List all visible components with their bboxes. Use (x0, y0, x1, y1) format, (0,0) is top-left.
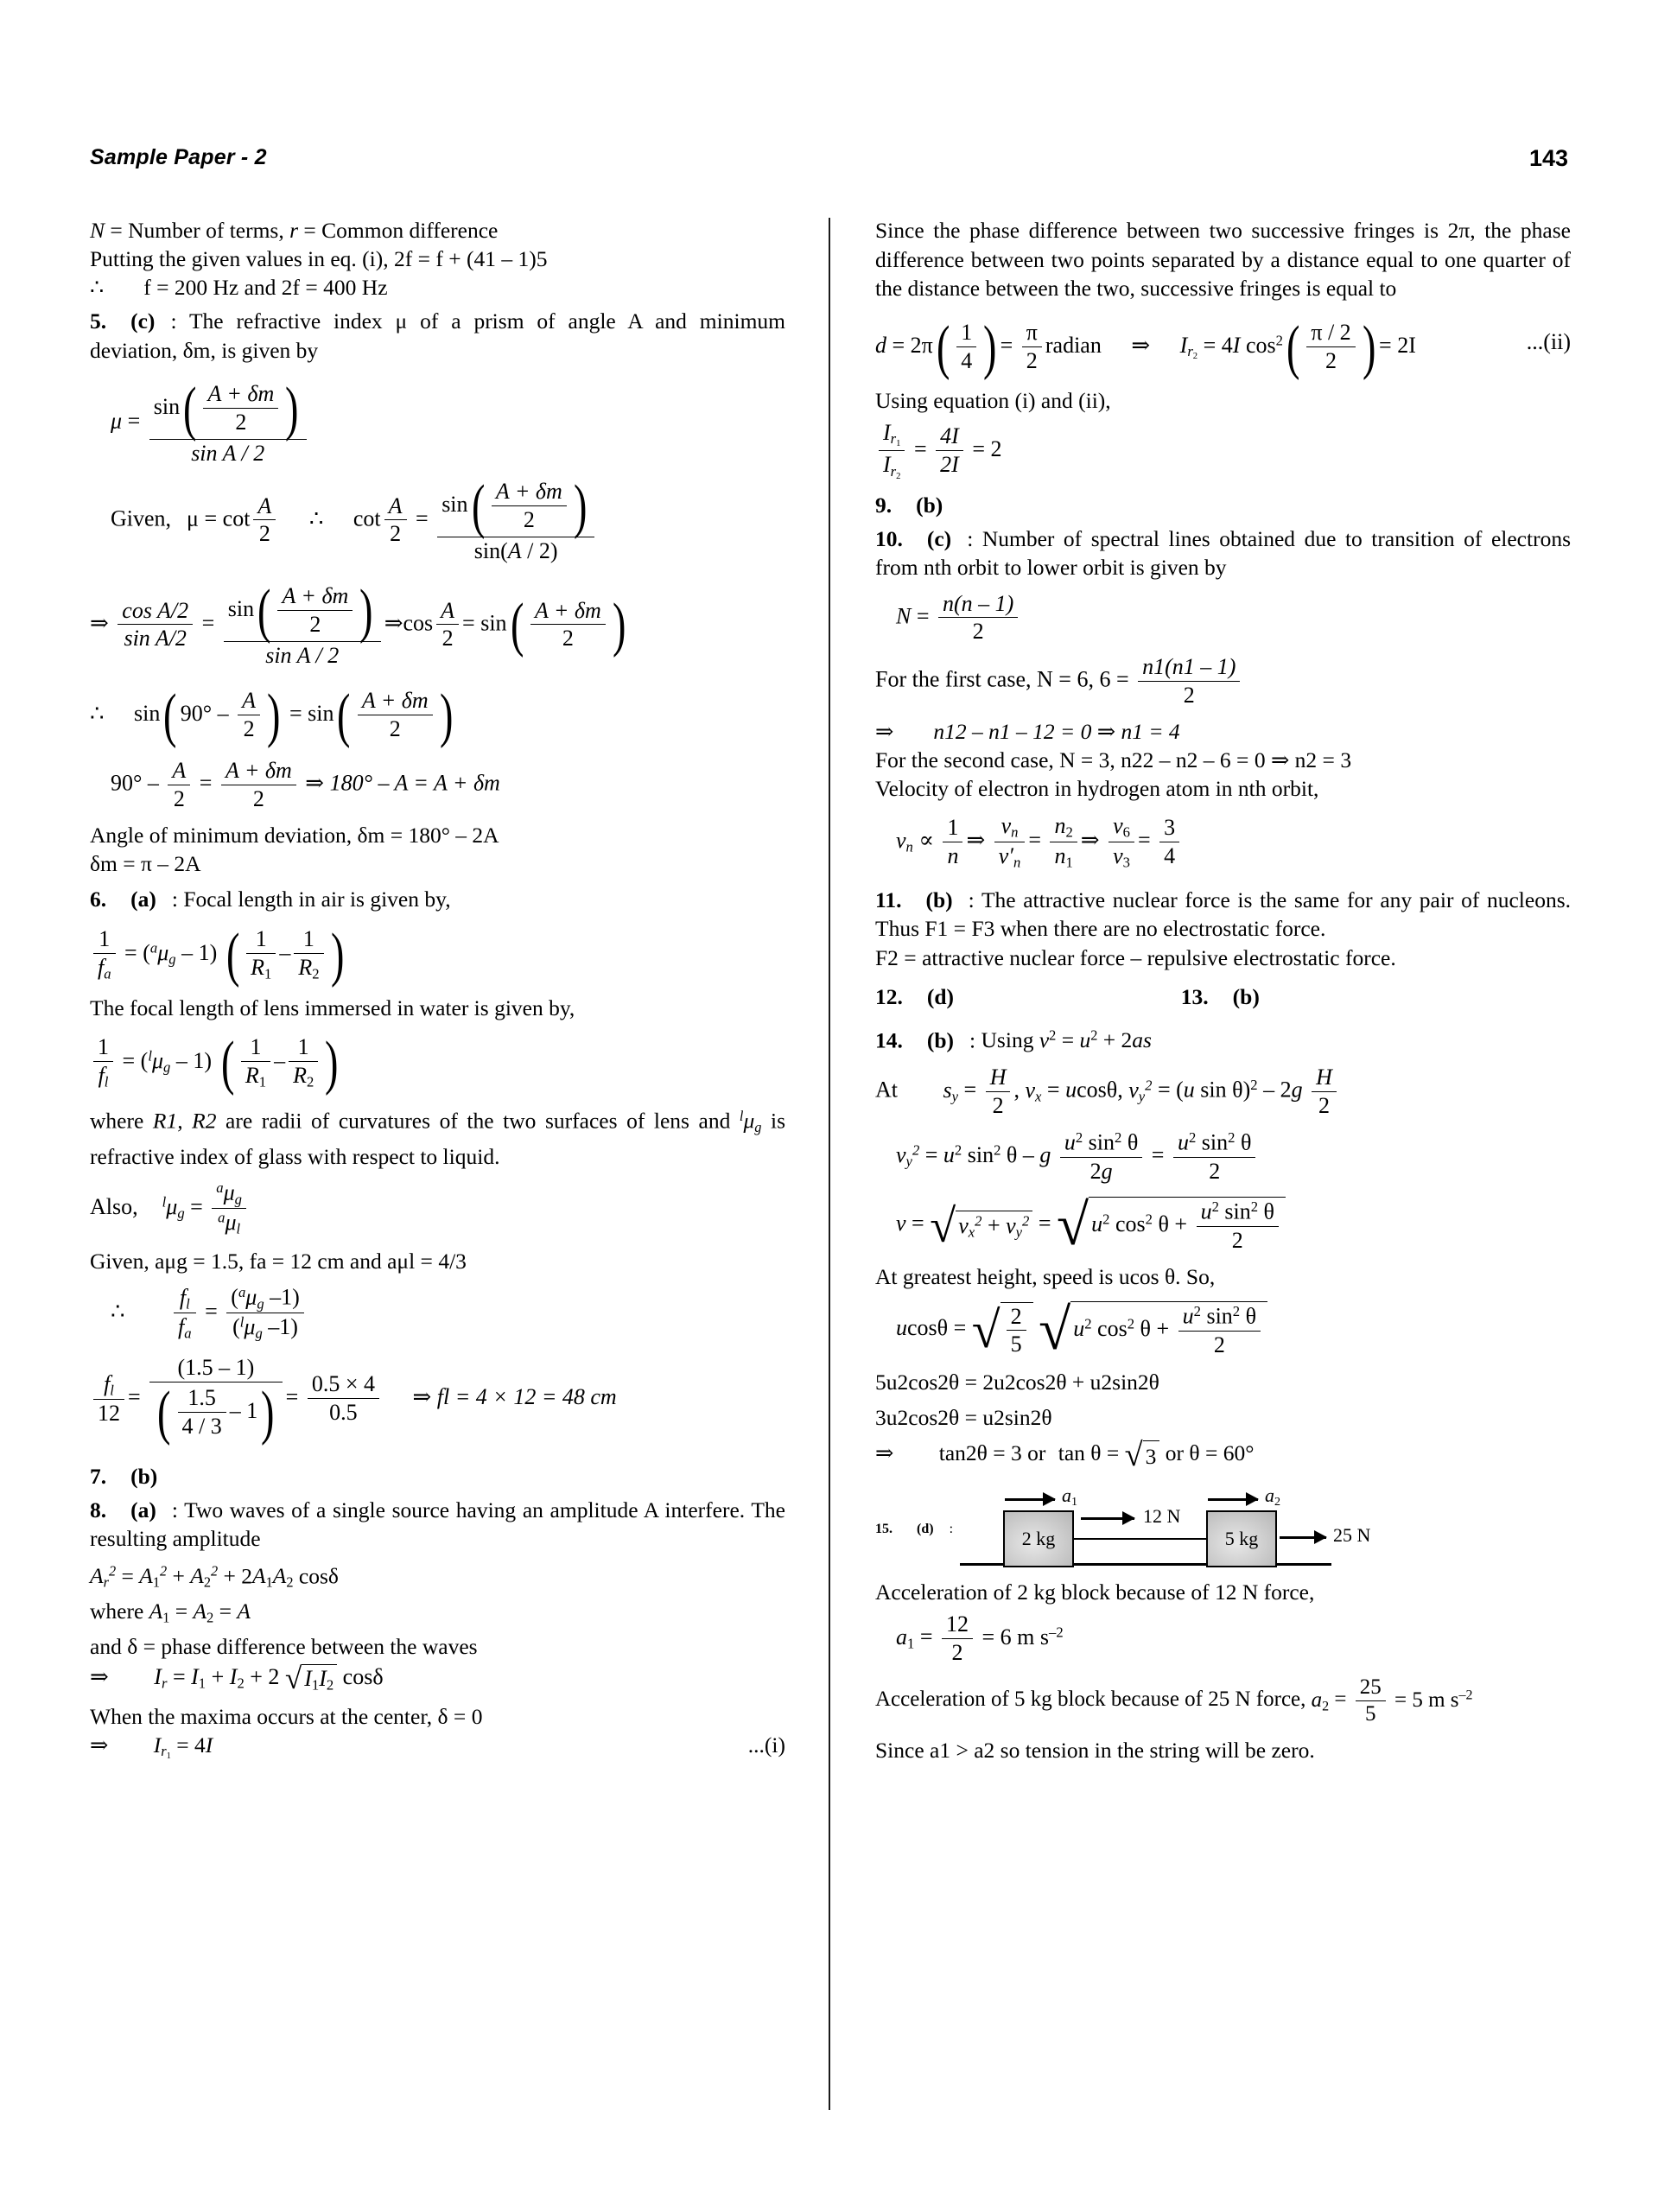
q15-answer: (d) (917, 1521, 934, 1536)
accel-text-2: Acceleration of 5 kg block because of 25 N force, (875, 1688, 1312, 1712)
q5-step-1: ⇒ $\frac{\text{cos A/2}}{\text{sin A/2}}$ = sin( $\frac{A + \delta m}{2}$ ) sin A / 2 ⇒cos $\frac{A}{2}$ = sin( $\frac{A + \delta m}{2}$ ) (90, 576, 626, 669)
intro-text-b: = Common difference (298, 218, 499, 243)
paper-title: Sample Paper - 2 (90, 145, 267, 169)
q5-therefore-2: ∴ (90, 700, 105, 726)
N-num: n(n – 1) (943, 590, 1014, 616)
pi-num: π (1026, 319, 1038, 345)
page-number: 143 (1528, 145, 1568, 171)
block-force-diagram (960, 1484, 1371, 1573)
intro-line-1 (90, 216, 785, 245)
eq-d-implies: ⇒ (1131, 332, 1151, 358)
q5-mu-denominator: sin A / 2 (149, 439, 307, 467)
q5-delta-line: δm = π – 2A (90, 851, 201, 877)
eq-2I: = 2I (1379, 332, 1416, 358)
at-label: At (875, 1077, 898, 1103)
q6-minus1: – 1 (229, 1397, 258, 1423)
q6-where-radii: R1, R2 (152, 1108, 217, 1134)
q5-last-den: 2 (530, 624, 606, 652)
question-5 (90, 307, 785, 365)
question-6 (90, 885, 785, 914)
question-10 (875, 524, 1571, 582)
connecting-string (1074, 1538, 1206, 1540)
q5-sin2: sin (441, 492, 468, 517)
intro-line-3 (90, 273, 785, 302)
q14-implies: ⇒ (875, 1440, 894, 1465)
q5-step-2: ∴ sin( 90° – $\frac{A}{2}$ ) = sin( $\frac{A + \delta m}{2}$ ) (90, 681, 454, 749)
q14-ucos-line: ucosθ = √ $\frac{2}{5}$ √ $u^2$ $\cos^2 \theta$ + $\frac{u^2 \sin^2 \theta}{2}$ (896, 1301, 1571, 1358)
H-den: 2 (986, 1091, 1011, 1120)
intro-text-a: = Number of terms, (105, 218, 290, 243)
q5-rhs-num: A + δm (495, 479, 562, 505)
right-intro-paragraph: Since the phase difference between two successive fringes is 2π, the phase difference between two points separated by a distance equal to one quarter of the distance between the two, successive fringes is equal to (875, 218, 1571, 301)
q15-a1-eq: $a_1$ = $\frac{12}{2}$ = 6 m $s^{-2}$ (896, 1611, 1064, 1665)
q5-90deg-2: 90° (111, 770, 143, 796)
q15-accel-text-2: Acceleration of 5 kg block because of 25 N force, $a_2$ = $\frac{25}{5}$ = 5 m $s^{-2}$ (875, 1675, 1571, 1727)
q5-mu-numerator: sin( $\frac{A + \delta m}{2}$ ) (153, 375, 299, 442)
block-5kg (1206, 1510, 1277, 1567)
right-column (875, 216, 1571, 2126)
q8-eq-ref: ...(i) (747, 1732, 785, 1758)
q11-text: The attractive nuclear force is the same for any pair of nucleons. Thus F1 = F3 when there are no electrostatic force. (875, 887, 1571, 942)
q10-colon: : (967, 525, 974, 551)
ratio-den: 2I (940, 451, 959, 477)
q5-inner-den: 2 (203, 408, 278, 436)
q14-step3a: tan2θ = 3 or (938, 1440, 1046, 1465)
q5-angle-line: Angle of minimum deviation, δm = 180° – 2A (90, 823, 499, 849)
q6-den2: 0.5 (308, 1398, 379, 1427)
using-equations-line: Using equation (i) and (ii), (875, 387, 1111, 413)
q5-cot-rhs: sin( $\frac{A + \delta m}{2}$ ) sin(A / 2) (437, 476, 594, 565)
inner-pi-den: 2 (1306, 346, 1355, 375)
q5-mu-symbol: μ (111, 408, 123, 434)
q8-text: Two waves of a single source having an amplitude A interfere. The resulting amplitude (90, 1497, 785, 1552)
a2-den: 5 (1356, 1700, 1386, 1728)
q5-implies-1: ⇒ (90, 610, 109, 636)
block-5kg-label: 5 kg (1224, 1527, 1259, 1549)
q5-given-2: 2 (253, 519, 276, 548)
two-column-body (90, 216, 1571, 2126)
q6-colon: : (171, 887, 178, 912)
intro-line-2: Putting the given values in eq. (i), 2f = f + (41 – 1)5 (90, 246, 548, 271)
ratio-num: 4I (940, 423, 959, 448)
q10-first-case (875, 654, 1571, 709)
q11-line2: F2 = attractive nuclear force – repulsive electrostatic force. (875, 944, 1396, 970)
q5-rhs2-den2: sin A / 2 (224, 641, 381, 670)
q14-text: Using $v^2 = u^2 + 2as$ (981, 1027, 1152, 1053)
q5-cot-label: cot (353, 505, 381, 531)
a1-result: = 6 m $s^{-2}$ (981, 1623, 1064, 1649)
q15-tension-line: Since a1 > a2 so tension in the string will be zero. (875, 1738, 1315, 1764)
page-header (90, 145, 1568, 180)
q5-sin-half: sin A/2 (118, 624, 193, 652)
q5-s2-num: A + δm (361, 688, 429, 714)
left-column (90, 216, 785, 2126)
q6-number: 6. (90, 887, 107, 912)
pi-den: 2 (1022, 346, 1042, 375)
q12-answer: (d) (926, 983, 955, 1009)
d-symbol: d (875, 332, 886, 358)
q6-text: Focal length in air is given by, (183, 887, 451, 912)
q6-inner-den: 4 / 3 (178, 1412, 226, 1440)
q5-cot-2: 2 (384, 519, 407, 548)
q5-given-A: A (257, 493, 272, 518)
q6-given-values: aμg = 1.5, fa = 12 cm and aμl = 4/3 (155, 1249, 467, 1274)
q12-number: 12. (875, 983, 903, 1009)
q6-given-line (90, 1247, 785, 1275)
q8-where-line: where $A_1 = A_2 = A$ (90, 1598, 251, 1626)
q6-where-c: are radii of curvatures of the two surfaces of lens and (216, 1108, 740, 1134)
a1-num: 12 (945, 1611, 969, 1637)
radian-label: radian (1045, 332, 1102, 358)
block-2kg-label: 2 kg (1021, 1527, 1056, 1549)
intro-freq-values: f = 200 Hz and 2f = 400 Hz (143, 275, 388, 300)
q6-num2: 0.5 × 4 (311, 1371, 375, 1397)
q14-number: 14. (875, 1027, 903, 1053)
q5-mu-fraction (149, 375, 307, 467)
q5-cot-A: A (388, 493, 403, 518)
inner-pi-num: π / 2 (1311, 319, 1351, 345)
q5-s32: 2 (168, 785, 190, 813)
q6-num1: (1.5 – 1) (177, 1355, 255, 1381)
intensity-ratio-eq: $\frac{I_{r_1}}{I_{r_2}}$ = $\frac{4I}{2I}$ = 2 (875, 420, 1571, 482)
q5-sin-label: sin (153, 394, 181, 420)
q8-amplitude-eq: $A_r^2 = A_1^2 + A_2^2 + 2A_1A_2$ cosδ (90, 1562, 339, 1591)
q5-given-mu: μ = cot (187, 505, 251, 531)
q6-final-computation: $\frac{f_l}{12}$ = (1.5 – 1) ( $\frac{1.5}{4 / 3}$ – 1) = $\frac{0.5 \times 4}{0.5}$ ⇒ fl = 4 × 12 = 48 cm (90, 1355, 785, 1443)
q14-answer: (b) (926, 1027, 955, 1053)
q10-quadratic-1 (875, 717, 1571, 746)
H-num2: H (1316, 1065, 1332, 1090)
root-den: 5 (1007, 1330, 1026, 1358)
question-11 (875, 886, 1571, 944)
q5-therefore: ∴ (308, 505, 324, 531)
q6-result: ⇒ fl = 4 × 12 = 48 cm (412, 1383, 617, 1409)
column-divider (829, 218, 830, 2110)
q5-sin5: sin (134, 700, 161, 726)
q11-number: 11. (875, 887, 902, 912)
q14-greatest-height: At greatest height, speed is ucos θ. So, (875, 1264, 1216, 1290)
q10-text: Number of spectral lines obtained due to transition of electrons from nth orbit to lower orbit is given by (875, 525, 1571, 581)
q10-second-case: For the second case, N = 3, n22 – n2 – 6 = 0 ⇒ n2 = 3 (875, 747, 1352, 773)
q8-maxima-line: When the maxima occurs at the center, δ = 0 (90, 1703, 483, 1729)
q14-step-3: ⇒ tan2θ = 3 or tan θ = √ 3 or θ = 60° (875, 1437, 1255, 1474)
q15-number: 15. (875, 1521, 893, 1536)
q15-accel-text-1: Acceleration of 2 kg block because of 12 N force, (875, 1579, 1315, 1605)
question-8 (90, 1496, 785, 1554)
q11-answer: (b) (925, 887, 953, 912)
q6-given-label: Given, (90, 1249, 149, 1274)
q5-implies-3: ⇒ (305, 770, 325, 796)
q5-sin3: sin (227, 595, 255, 621)
q14-colon: : (969, 1027, 976, 1053)
intro-r-symbol: r (289, 218, 299, 243)
N-den: 2 (938, 617, 1018, 645)
q7-number: 7. (90, 1463, 107, 1489)
q5-step-3: 90° – $\frac{A}{2}$ = $\frac{A + \delta m}{2}$ ⇒ 180° – A = A + δm (111, 757, 500, 811)
q5-mu-formula: μ = sin( $\frac{A + \delta m}{2}$ ) sin A / 2 (111, 378, 785, 467)
q5-rhs2-num: A + δm (282, 583, 349, 609)
q5-s3-den: 2 (221, 785, 296, 813)
a1-den: 2 (942, 1638, 973, 1667)
quarter-num: 1 (961, 319, 973, 345)
q5-rhs2-den: 2 (277, 610, 353, 639)
q8-implies-2: ⇒ (90, 1732, 109, 1758)
q5-final-identity: 180° – A = A + δm (329, 770, 500, 796)
q5-902: 2 (238, 715, 260, 743)
q5-cos-half: cos A/2 (122, 597, 189, 623)
q5-inner-num: A + δm (207, 381, 275, 407)
q8-answer: (a) (130, 1497, 156, 1522)
q6-water-formula: $\frac{1}{f_l}$ = $(^l\mu_g - 1)$ ( $\frac{1}{R_1}$ – $\frac{1}{R_2}$ ) (90, 1033, 785, 1093)
q13-answer: (b) (1232, 983, 1260, 1009)
q8-number: 8. (90, 1497, 107, 1522)
q6-therefore: ∴ (111, 1299, 125, 1325)
q10-velocity-eq: $v_n$ ∝ $\frac{1}{n}$ ⇒ $\frac{v_n}{v'_n}$ = $\frac{n_2}{n_1}$ ⇒ $\frac{v_6}{v_3}$ = $\frac{3}{4}$ (896, 813, 1571, 871)
q8-result-line: ⇒ $I_{r_1} = 4I$ ...(i) (90, 1732, 785, 1762)
q10-velocity-text: Velocity of electron in hydrogen atom in nth orbit, (875, 776, 1319, 802)
q5-s3-num: A + δm (225, 757, 292, 783)
q14-step-2: 3u2cos2θ = u2sin2θ (875, 1404, 1052, 1430)
q8-and-line: and δ = phase difference between the waves (90, 1633, 478, 1659)
intro-N-symbol: N (90, 218, 105, 243)
accel-label-2: $a_2$ (1265, 1484, 1281, 1509)
q6-also-label: Also, (90, 1194, 138, 1220)
force-label-12N: 12 N (1143, 1504, 1181, 1527)
accel-label-1: $a_1$ (1062, 1484, 1078, 1509)
q7-answer: (b) (130, 1463, 158, 1489)
q11-colon: : (968, 887, 975, 912)
q9-answer: (b) (916, 492, 943, 518)
q5-cos2: 2 (436, 624, 459, 652)
question-12-13-row (875, 982, 1571, 1011)
first-case-num: n1(n1 – 1) (1142, 653, 1236, 679)
q8-intensity-eq: ⇒ $I_r = I_1 + I_2 + 2$ √ $I_1I_2$ cosδ (90, 1661, 384, 1695)
force-arrow-12N (1081, 1517, 1134, 1520)
q6-answer: (a) (130, 887, 156, 912)
q6-ratio-formula: ∴ $\frac{f_l}{f_a}$ = $\frac{(^a\mu_g -1)}{(^l\mu_g -1)}$ (111, 1284, 785, 1343)
quarter-den: 4 (956, 346, 976, 375)
two-pi: 2π (910, 332, 933, 358)
ratio-result: = 2 (972, 435, 1002, 461)
question-15 (875, 1486, 1571, 1573)
q5-90deg: 90° (180, 700, 213, 726)
H-num: H (989, 1065, 1007, 1090)
eq-ii-ref: ...(ii) (1526, 328, 1571, 354)
force-arrow-25N (1280, 1536, 1326, 1539)
q5-given-line: Given, μ = cot $\frac{A}{2}$ ∴ cot $\frac{A}{2}$ = sin( $\frac{A + \delta m}{2}$ ) sin(A / 2) (111, 476, 785, 565)
q5-implies-2: ⇒ (384, 610, 403, 636)
q14-step3c: or θ = 60° (1165, 1440, 1255, 1465)
q14-vy2-line: $v_y^2 = u^2$ $\sin^2 \theta$ – g $\frac{u^2 \sin^2 \theta}{2g}$ = $\frac{u^2 \sin^2 \theta}{2}$ (896, 1129, 1571, 1185)
q5-colon: : (170, 308, 177, 334)
q14-v-line: v = √ $v_x^2 + v_y^2$ = √ $u^2$ $\cos^2 \theta$ + $\frac{u^2 \sin^2 \theta}{2}$ (896, 1197, 1571, 1254)
a2-num: 25 (1359, 1675, 1382, 1700)
root-num: 2 (1010, 1303, 1022, 1329)
q10-number: 10. (875, 525, 903, 551)
q5-answer: (c) (130, 308, 156, 334)
q5-s3A: A (172, 757, 187, 783)
accel-arrow-1 (1005, 1498, 1055, 1501)
q5-90A: A (242, 688, 257, 714)
q8-colon: : (171, 1497, 178, 1522)
q5-cosA: A (441, 597, 455, 623)
q10-N-formula: N = $\frac{n(n - 1)}{2}$ (896, 591, 1571, 645)
therefore-symbol: ∴ (90, 275, 105, 300)
q5-given-label: Given, (111, 505, 172, 531)
q5-number: 5. (90, 308, 107, 334)
q6-where-a: where (90, 1108, 153, 1134)
q6-where-text: where R1, R2 are radii of curvatures of the two surfaces of lens and $^l\mu_g$ is refractive index of glass with respect to liquid. (90, 1108, 786, 1169)
a2-result: = 5 m $s^{-2}$ (1394, 1688, 1473, 1712)
q9-number: 9. (875, 492, 893, 518)
accel-arrow-2 (1208, 1498, 1258, 1501)
q5-sin4: sin (480, 610, 507, 636)
q6-water-text: The focal length of lens immersed in water is given by, (90, 995, 575, 1021)
force-label-25N: 25 N (1333, 1523, 1371, 1546)
q5-rhs-frac: sin( $\frac{A + \delta m}{2}$ ) sin A / 2 (224, 581, 381, 670)
first-case-text: For the first case, N = 6, 6 = (875, 666, 1129, 692)
q5-text: The refractive index μ of a prism of angle A and minimum deviation, δm, is given by (90, 308, 785, 363)
q10-implies: ⇒ (875, 719, 894, 745)
q6-air-formula: $\frac{1}{f_a}$ = $(^a\mu_g - 1)$ ( $\frac{1}{R_1}$ – $\frac{1}{R_2}$ ) (90, 925, 785, 985)
q6-where-e: is refractive index of glass with respect to liquid. (90, 1108, 786, 1169)
q10-quad1: n12 – n1 – 12 = 0 ⇒ n1 = 4 (933, 719, 1180, 745)
q6-twelve: 12 (93, 1399, 124, 1427)
q5-cot-expanded (118, 598, 193, 652)
q8-implies-1: ⇒ (90, 1663, 109, 1689)
q6-also-formula: Also, $^l\mu_g$ = $\frac{^a\mu_g}{^a\mu_l}$ (90, 1179, 785, 1238)
question-14 (875, 1021, 1571, 1054)
q5-s2-den: 2 (358, 715, 433, 743)
q5-sin6: sin (308, 700, 334, 726)
block-2kg (1003, 1510, 1074, 1567)
q15-colon: : (949, 1521, 954, 1536)
q10-answer: (c) (926, 525, 952, 551)
q5-last-num: A + δm (534, 597, 601, 623)
q5-rhs-den: 2 (492, 505, 567, 534)
question-7 (90, 1462, 785, 1491)
first-case-den: 2 (1138, 681, 1240, 709)
q6-inner-num: 1.5 (187, 1385, 216, 1411)
q14-step-1: 5u2cos2θ = 2u2cos2θ + u2sin2θ (875, 1369, 1159, 1395)
q14-at-line: At $s_y$ = $\frac{H}{2}$ , $v_x = ucos\theta$, $v_y^2 = (u$ sin θ)$^2$ – 2g $\frac{H}{2}$ (875, 1065, 1571, 1119)
phase-difference-eq: d = 2π( $\frac{1}{4}$ ) = $\frac{\pi}{2}$ radian ⇒ $I_{r_2} = 4I$ $\cos^2$( $\frac{\pi / 2}{2}$ ) = 2I ...(ii) (875, 313, 1571, 381)
H-den2: 2 (1312, 1091, 1337, 1120)
question-9 (875, 491, 1571, 519)
q13-number: 13. (1180, 983, 1209, 1009)
